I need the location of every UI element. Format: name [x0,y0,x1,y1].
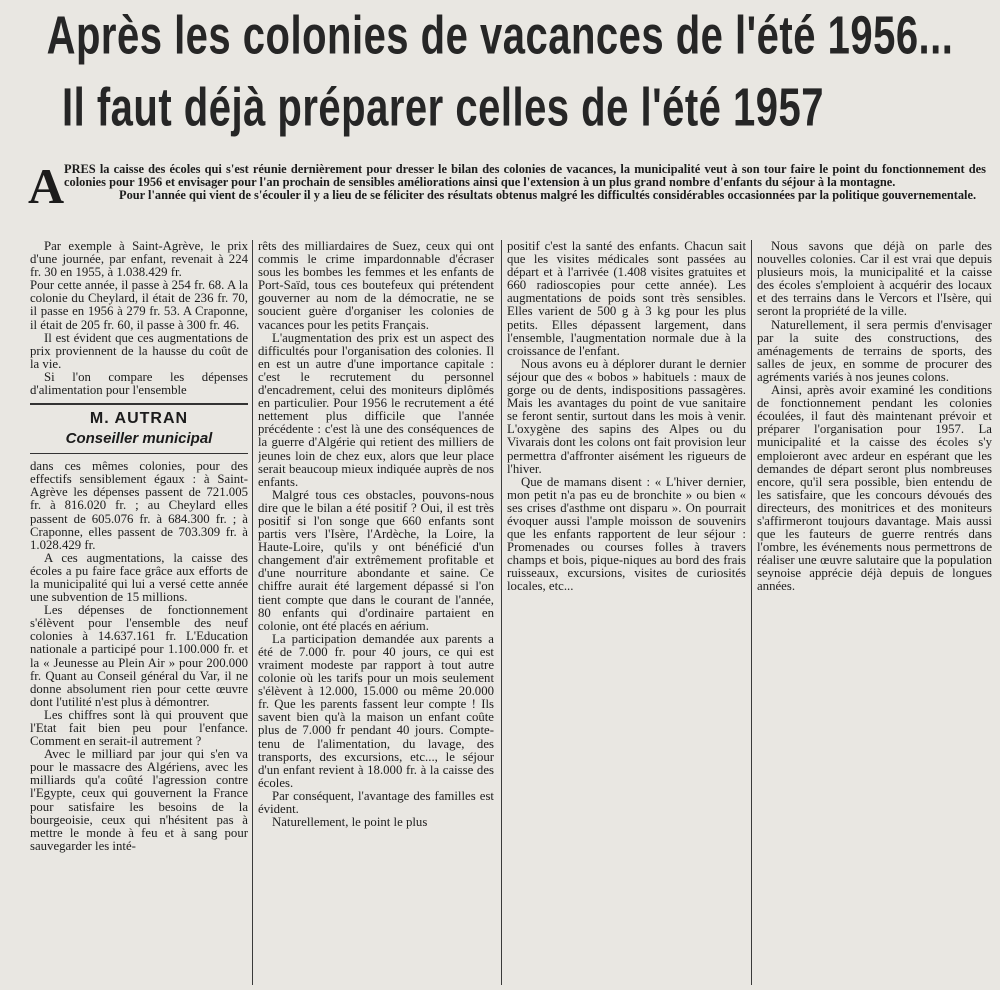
paragraph: Naturellement, le point le plus [272,815,428,830]
paragraph: Par exemple à Saint-Agrève, le prix d'une journée, par enfant, revenait à 224 fr. 30 en 1955, à 1.038.429 fr. [30,240,248,280]
paragraph: Naturellement, il sera permis d'envisager par la suite des constructions, des aménagements de terrains de sports, des salles de jeux, en somme de procurer des agréments variés à nos jeunes colons. [757,317,992,384]
paragraph: Pour cette année, il passe à 254 fr. 68. A la colonie du Cheylard, il était de 236 fr. 70, il passe en 1956 à 279 fr. 53. A Craponne, il était de 205 fr. 60, il passe à 300 fr. 46. [30,278,248,332]
paragraph: Malgré tous ces obstacles, pouvons-nous dire que le bilan a été positif ? Oui, il est très positif si l'on songe que 660 enfants sont partis vers l'Isère, l'Ardèche, la Loire, la Haute-Loire, qu'ils y ont bénéficié d'un changement d'air extrêmement profitable et d'une nourriture abondante et saine. Ce chiffre aurait été largement dépassé si l'on tient compte que dans le courant de l'année, 80 enfants qui d'ordinaire partaient en colonie, ont été placés en aérium. [258,487,494,633]
article-column-3 [507,240,746,988]
paragraph: Nous savons que déjà on parle des nouvelles colonies. Car il est vrai que depuis plusieurs mois, la municipalité et la caisse des écoles s'emploient à acquérir des locaux et des terrains dans le Vercors et l'Isère, qui seront la propriété de la ville. [757,240,992,319]
author-name: M. AUTRAN [89,410,189,428]
paragraph: Ainsi, après avoir examiné les conditions de fonctionnement pendant les colonies écoulées, il faut dès maintenant prévoir et préparer l'organisation pour 1957. La municipalité et la caisse des écoles s'y emploieront avec ardeur en espérant que les demandes de départ seront plus nombreuses encore, qu'il sera possible, bien entendu de les satisfaire, que les concours dévoués des directeurs, des monitrices et des moniteurs s'affirmeront toujours davantage. Mais aussi que les fauteurs de guerre rentrés dans l'ombre, les événements nous permettrons de réaliser une œuvre salutaire que la population seynoise apprécie déjà depuis de longues années. [757,383,992,594]
paragraph: Par conséquent, l'avantage des familles est évident. [258,788,494,817]
paragraph: Que de mamans disent : « L'hiver dernier, mon petit n'a pas eu de bronchite » ou bien « ses crises d'asthme ont disparu ». On pourrait évoquer aussi l'ample moisson de souvenirs que les enfants rapportent de leur séjour : Promenades ou courses folles à travers champs et bois, pique-niques au bord des frais ruisseaux, excursions, visites de curiosités locales, etc... [507,474,746,594]
paragraph: Les chiffres sont là qui prouvent que l'Etat fait bien peu pour l'enfance. Comment en serait-il autrement ? [30,707,248,749]
article-column-1 [30,240,248,988]
author-role: Conseiller municipal [65,430,213,448]
column-divider [501,240,502,985]
article-column-4 [757,240,992,720]
paragraph: La participation demandée aux parents a été de 7.000 fr. pour 40 jours, ce qui est vraiment modeste par rapport à tout autre colonie où les tarifs pour un mois seulement s'élèvent à 12.000, 15.000 ou même 20.000 fr. Que les parents fassent leur compte ! Ils savent bien qu'à la maison un enfant coûte plus de 7.000 fr pendant 40 jours. Compte-tenu de l'alimentation, du lavage, des transports, des excursions, etc..., le séjour d'un enfant revient à 18.000 fr. à la caisse des écoles. [258,631,494,790]
paragraph: rêts des milliardaires de Suez, ceux qui ont commis le crime impardonnable d'écraser sous les bombes les femmes et les enfants de Port-Saïd, tous ces boutefeux qui prétendent gouverner au nom de la démocratie, ne se soucient guère d'organiser les colonies de vacances pour les petits Français. [258,240,494,332]
paragraph: Il est évident que ces augmentations de prix proviennent de la hausse du coût de la vie. [30,330,248,371]
headline-line-2: Il faut déjà préparer celles de l'été 1957 [62,78,824,138]
paragraph: Les dépenses de fonctionnement s'élèvent pour l'ensemble des neuf colonies à 14.637.161 fr. L'Education nationale a participé pour 1.100.000 fr. et la « Jeunesse au Plein Air » pour 200.000 fr. Quant au Conseil général du Var, il ne donne absolument rien pour cette œuvre dont l'utilité n'est plus à démontrer. [30,603,248,709]
paragraph: Nous avons eu à déplorer durant le dernier séjour que des « bobos » habituels : maux de gorge ou de dents, indispositions passagères. Mais les avantages du point de vue sanitaire se feront sentir, surtout dans les mois à venir. L'oxygène des sapins des Alpes ou du Vivarais dont les colons ont fait provision leur permettra d'affronter aisément les rigueurs de l'hiver. [507,356,746,476]
paragraph: positif c'est la santé des enfants. Chacun sait que les visites médicales sont passées au départ et à l'arrivée (1.408 visites gratuites et 660 radioscopies pour cette année). Les augmentations de poids sont très sensibles. Elles varient de 500 g à 3 kg pour les plus petits. Elles dépassent largement, dans l'ensemble, l'augmentation normale due à la croissance de l'enfant. [507,240,746,358]
column-divider [751,240,752,985]
article-column-2 [258,240,494,988]
intro-text: PRES la caisse des écoles qui s'est réunie dernièrement pour dresser le bilan des colonies de vacances, la municipalité veut à son tour faire le point du fonctionnement des colonies pour 1956 et envisager pour l'an prochain de sensibles améliorations ainsi que l'extension à un plus grand nombre d'enfants du séjour à la montagne. [64,163,986,189]
drop-cap: A [28,163,65,214]
paragraph: Avec le milliard par jour qui s'en va pour le massacre des Algériens, avec les milliards qu'a coûté l'agression contre l'Egypte, ceux qui gouvernent la France pour satisfaire les besoins de la bourgeoisie, ceux qui n'hésitent pas à mettre le monde à feu et à sang pour sauvegarder les inté- [30,747,248,853]
author-byline [30,403,248,454]
intro-text-2: Pour l'année qui vient de s'écouler il y a lieu de se féliciter des résultats obtenus malgré les difficultés considérables occasionnées par la politique gouvernementale. [119,187,977,202]
paragraph: dans ces mêmes colonies, pour des effectifs sensiblement égaux : à Saint-Agrève les dépenses passent de 721.005 fr. à 816.020 fr. ; au Cheylard elles passent de 605.076 fr. à 684.300 fr. ; à Craponne, elles passent de 703.309 fr. à 1.028.429 fr. [30,459,248,552]
column-divider [252,240,253,985]
intro-paragraph [28,163,986,233]
paragraph: Si l'on compare les dépenses d'alimentation pour l'ensemble [30,369,248,398]
headline-line-1: Après les colonies de vacances de l'été 1956... [46,6,954,66]
paragraph: L'augmentation des prix est un aspect des difficultés pour l'organisation des colonies. Il en est un autre d'une importance capitale : c'est le recrutement du personnel d'encadrement, celui des moniteurs diplômés en particulier. Pour 1956 le recrutement a été nettement plus difficile que l'année précédente : c'est là une des conséquences de la guerre d'Algérie qui retient des milliers de jeunes loin de chez eux, alors que leur place serait beaucoup mieux indiquée auprès de nos enfants. [258,330,494,489]
paragraph: A ces augmentations, la caisse des écoles a pu faire face grâce aux efforts de la municipalité qui lui a versé cette année une subvention de 15 millions. [30,550,248,605]
